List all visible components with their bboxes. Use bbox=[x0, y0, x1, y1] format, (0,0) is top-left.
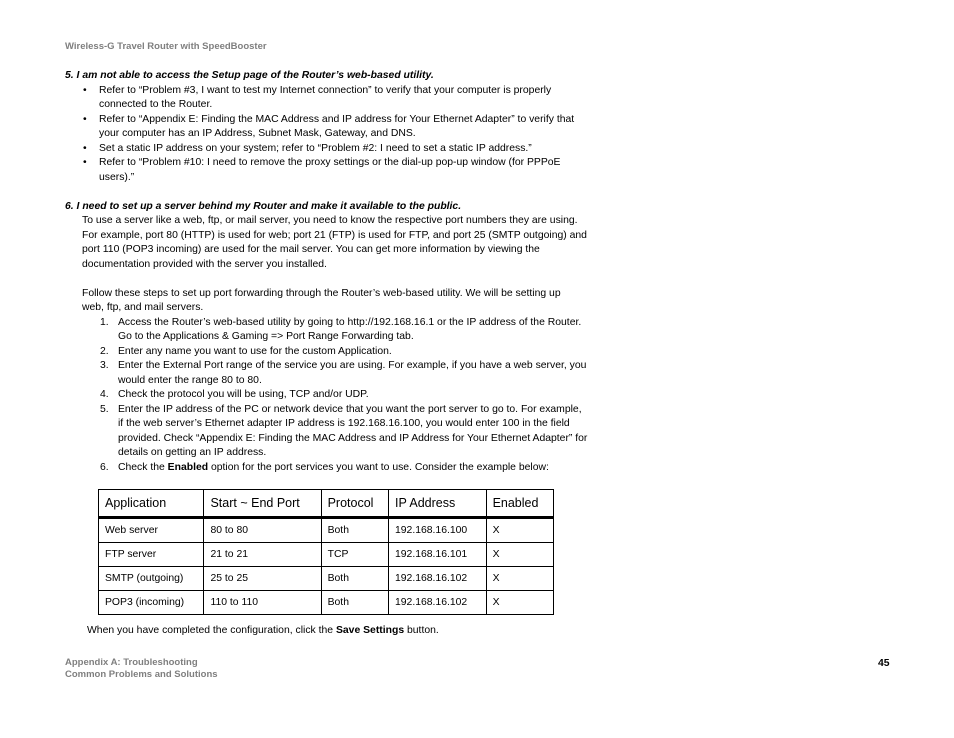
table-row bbox=[99, 591, 554, 615]
running-header: Wireless-G Travel Router with SpeedBooster bbox=[65, 41, 267, 52]
steps-list bbox=[100, 316, 605, 476]
table-cell: 21 to 21 bbox=[204, 543, 321, 567]
bullet-line: users).” bbox=[99, 171, 135, 183]
bullet-item bbox=[65, 84, 605, 113]
step-line: if the web server’s Ethernet adapter IP address is 192.168.16.100, you would enter 100 in the field bbox=[118, 418, 570, 429]
port-forwarding-table bbox=[98, 489, 554, 615]
table-row bbox=[99, 543, 554, 567]
table-cell: Both bbox=[321, 518, 388, 543]
bullet-line: Refer to “Problem #3, I want to test my Internet connection” to verify that your computer is properly bbox=[99, 84, 552, 96]
table-cell: SMTP (outgoing) bbox=[99, 567, 204, 591]
bullet-icon: • bbox=[83, 113, 87, 125]
step-line: Go to the Applications & Gaming => Port Range Forwarding tab. bbox=[118, 331, 414, 342]
table-cell: 192.168.16.100 bbox=[388, 518, 486, 543]
column-header: Application bbox=[99, 490, 204, 518]
paragraph-line: web, ftp, and mail servers. bbox=[82, 302, 204, 313]
step-number: 3. bbox=[100, 360, 109, 371]
step-text: Check the bbox=[118, 461, 168, 473]
step-number: 6. bbox=[100, 461, 109, 473]
table-cell: X bbox=[486, 567, 553, 591]
column-header: Start ~ End Port bbox=[204, 490, 321, 518]
page-number: 45 bbox=[878, 658, 890, 669]
step-item bbox=[100, 316, 605, 345]
step-number: 1. bbox=[100, 316, 109, 328]
note-text: button. bbox=[404, 625, 439, 636]
bullet-item bbox=[65, 113, 605, 142]
bullet-line: Refer to “Problem #10: I need to remove the proxy settings or the dial-up pop-up window (for PPPoE bbox=[99, 157, 561, 168]
table-row bbox=[99, 518, 554, 543]
bullet-line: Refer to “Appendix E: Finding the MAC Address and IP address for Your Ethernet Adapter” to verify that bbox=[99, 113, 575, 125]
bullet-item bbox=[65, 142, 605, 157]
step-line bbox=[118, 461, 605, 476]
step-item bbox=[100, 388, 605, 403]
bullet-icon: • bbox=[83, 84, 87, 96]
step-item bbox=[100, 403, 605, 461]
table-cell: 25 to 25 bbox=[204, 567, 321, 591]
table-cell: X bbox=[486, 518, 553, 543]
main-content bbox=[65, 69, 605, 475]
column-header: Protocol bbox=[321, 490, 388, 518]
completion-note bbox=[87, 625, 439, 636]
table-cell: X bbox=[486, 591, 553, 615]
step-number: 4. bbox=[100, 389, 109, 400]
table-cell: Web server bbox=[99, 518, 204, 543]
step-number: 2. bbox=[100, 345, 109, 357]
paragraph-line: To use a server like a web, ftp, or mail server, you need to know the respective port numbers they are using. bbox=[82, 215, 578, 226]
table-cell: 192.168.16.102 bbox=[388, 591, 486, 615]
bullet-icon: • bbox=[83, 157, 87, 168]
bullet-icon: • bbox=[83, 142, 87, 154]
page-footer bbox=[65, 657, 218, 681]
column-header: Enabled bbox=[486, 490, 553, 518]
step-line: Enter the IP address of the PC or network device that you want the port server to go to. For example, bbox=[118, 403, 582, 415]
paragraph-line: documentation provided with the server you installed. bbox=[82, 258, 327, 270]
paragraph-line: Follow these steps to set up port forwarding through the Router’s web-based utility. We will be setting up bbox=[82, 287, 561, 299]
table-cell: 80 to 80 bbox=[204, 518, 321, 543]
step-line: Access the Router’s web-based utility by going to http://192.168.16.1 or the IP address of the Router. bbox=[118, 316, 582, 328]
table-cell: POP3 (incoming) bbox=[99, 591, 204, 615]
paragraph-line: port 110 (POP3 incoming) are used for the mail server. You can get more information by viewing the bbox=[82, 244, 540, 255]
paragraph-line: For example, port 80 (HTTP) is used for web; port 21 (FTP) is used for FTP, and port 25 (SMTP outgoing) and bbox=[82, 229, 587, 241]
table-cell: TCP bbox=[321, 543, 388, 567]
footer-subsection-title: Common Problems and Solutions bbox=[65, 669, 218, 680]
bullet-line: connected to the Router. bbox=[99, 99, 213, 110]
table-cell: 110 to 110 bbox=[204, 591, 321, 615]
step-number: 5. bbox=[100, 403, 109, 415]
step-item bbox=[100, 345, 605, 360]
table-cell: FTP server bbox=[99, 543, 204, 567]
table-header-row bbox=[99, 490, 554, 518]
table-cell: X bbox=[486, 543, 553, 567]
question-5-bullets bbox=[65, 84, 605, 186]
question-6-paragraph-2 bbox=[82, 287, 605, 316]
table-cell: 192.168.16.102 bbox=[388, 567, 486, 591]
table-cell: Both bbox=[321, 567, 388, 591]
question-5-title: 5. I am not able to access the Setup page of the Router’s web-based utility. bbox=[65, 70, 434, 81]
bullet-item bbox=[65, 156, 605, 185]
step-line: would enter the range 80 to 80. bbox=[118, 374, 262, 386]
step-line: details on getting an IP address. bbox=[118, 447, 267, 458]
step-line: Enter any name you want to use for the custom Application. bbox=[118, 345, 392, 357]
table-cell: 192.168.16.101 bbox=[388, 543, 486, 567]
step-line: provided. Check “Appendix E: Finding the MAC Address and IP Address for Your Ethernet Adapter” for bbox=[118, 432, 588, 444]
column-header: IP Address bbox=[388, 490, 486, 518]
save-settings-term: Save Settings bbox=[335, 625, 405, 636]
step-item bbox=[100, 461, 605, 476]
enabled-term: Enabled bbox=[167, 461, 209, 473]
footer-section-title: Appendix A: Troubleshooting bbox=[65, 657, 198, 668]
step-line: Check the protocol you will be using, TCP and/or UDP. bbox=[118, 389, 369, 400]
step-line: Enter the External Port range of the service you are using. For example, if you have a web server, you bbox=[118, 360, 587, 371]
question-6-paragraph-1 bbox=[82, 214, 605, 272]
table-cell: Both bbox=[321, 591, 388, 615]
bullet-line: Set a static IP address on your system; refer to “Problem #2: I need to set a static IP address.” bbox=[99, 142, 532, 154]
bullet-line: your computer has an IP Address, Subnet Mask, Gateway, and DNS. bbox=[99, 128, 416, 139]
table-row bbox=[99, 567, 554, 591]
step-item bbox=[100, 359, 605, 388]
note-text: When you have completed the configuration, click the bbox=[87, 625, 336, 636]
question-6-title: 6. I need to set up a server behind my Router and make it available to the public. bbox=[65, 200, 462, 212]
step-text: option for the port services you want to use. Consider the example below: bbox=[208, 461, 549, 473]
